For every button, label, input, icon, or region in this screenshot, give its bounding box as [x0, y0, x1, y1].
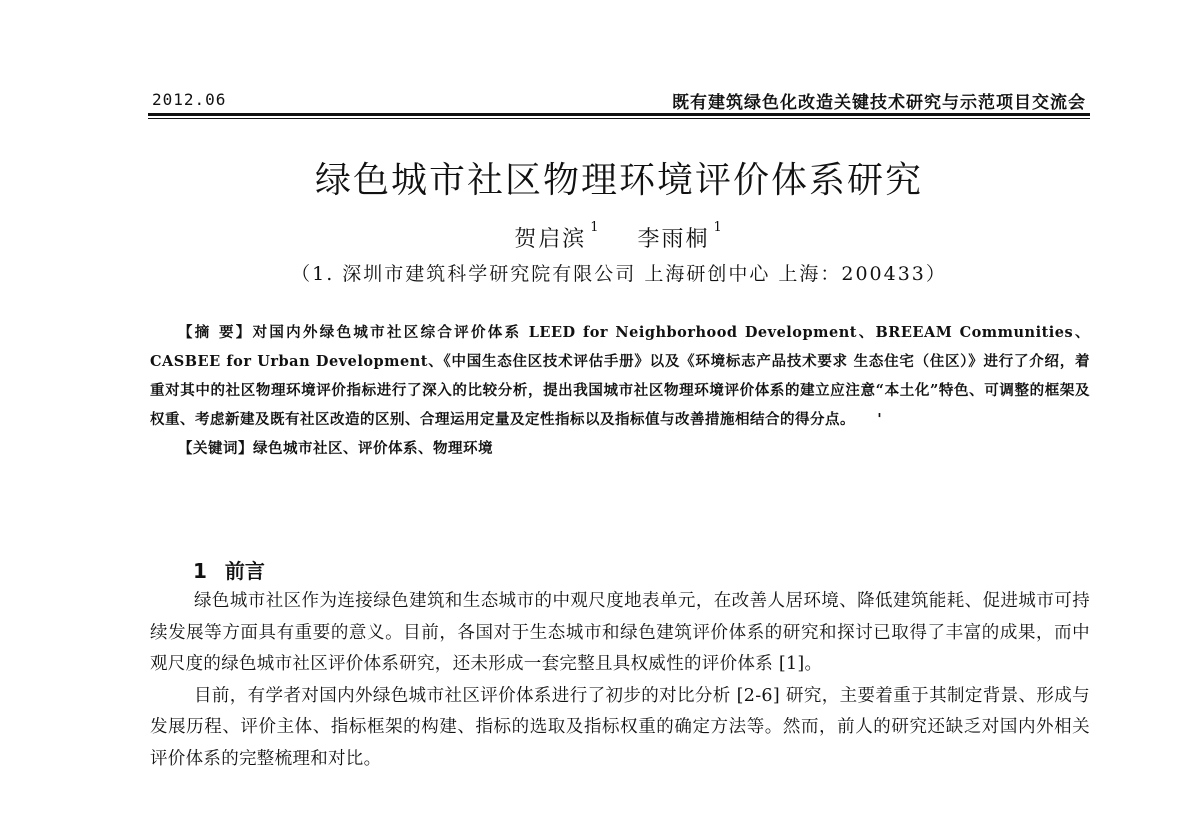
paragraph: 目前，有学者对国内外绿色城市社区评价体系进行了初步的对比分析 [2-6] 研究，主要着重于其制定背景、形成与发展历程、评价主体、指标框架的构建、指标的选取及指标权重的确定方法等。然而，前人的研究还缺乏对国内外相关评价体系的完整梳理和对比。 — [150, 685, 1090, 769]
author-affiliation-mark: 1 — [590, 220, 601, 235]
paragraph: 绿色城市社区作为连接绿色建筑和生态城市的中观尺度地表单元，在改善人居环境、降低建筑能耗、促进城市可持续发展等方面具有重要的意义。目前，各国对于生态城市和绿色建筑评价体系的研究和探讨已取得了丰富的成果，而中观尺度的绿色城市社区评价体系研究，还未形成一套完整且具权威性的评价体系 [1]。 — [150, 591, 1090, 674]
keywords-label: 【关键词】 — [178, 440, 253, 457]
abstract — [150, 318, 1090, 434]
paper-title: 绿色城市社区物理环境评价体系研究 — [314, 160, 923, 201]
affiliation: （1. 深圳市建筑科学研究院有限公司 上海研创中心 上海：200433） — [291, 263, 947, 285]
stray-mark: ' — [877, 411, 883, 428]
section-heading — [193, 555, 265, 584]
section-title: 前言 — [224, 559, 265, 583]
author-affiliation-mark: 1 — [713, 220, 724, 235]
keywords-text: 绿色城市社区、评价体系、物理环境 — [253, 440, 493, 457]
conference-name: 既有建筑绿色化改造关键技术研究与示范项目交流会 — [672, 93, 1086, 113]
issue-date: 2012.06 — [152, 90, 227, 109]
author: 李雨桐 $^1$ — [637, 220, 724, 252]
header-rule-thick — [148, 113, 1090, 116]
author: 贺启滨 $^1$ — [514, 220, 601, 252]
abstract-block — [150, 318, 1090, 463]
header-rule-thin — [148, 118, 1090, 119]
keywords — [150, 434, 1090, 463]
abstract-label: 【摘 要】 — [178, 324, 253, 341]
author-list — [148, 222, 1090, 253]
section-number: 1 — [193, 559, 207, 583]
section-body — [150, 586, 1090, 775]
running-header — [148, 86, 1090, 112]
abstract-text: 对国内外绿色城市社区综合评价体系 LEED for Neighborhood Development、BREEAM Communities、CASBEE for Urban Development、《中国生态住区技术评估手册》以及《环境标志产品技术要求 生态住宅（住区）》进行了介绍，着重对其中的社区物理环境评价指标进行了深入的比较分析，提出我国城市社区物理环境评价体系的建立应注意“本土化”特色、可调整的框架及权重、考虑新建及既有社区改造的区别、合理运用定量及定性指标以及指标值与改善措施相结合的得分点。 — [150, 324, 1090, 428]
